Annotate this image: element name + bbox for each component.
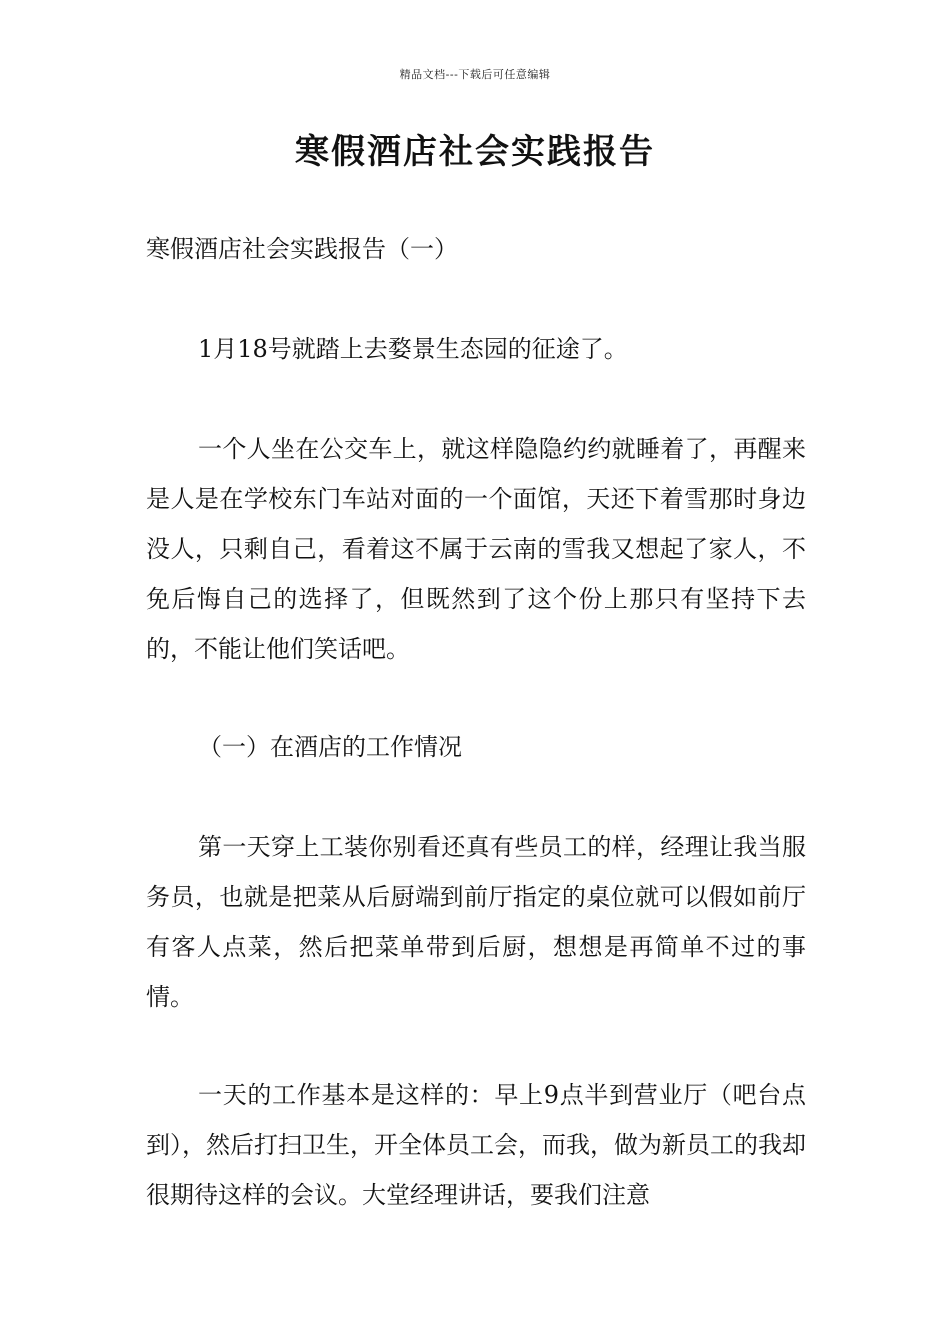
- paragraph-2: 一个人坐在公交车上，就这样隐隐约约就睡着了，再醒来是人是在学校东门车站对面的一个面馆，天还下着雪那时身边没人，只剩自己，看着这不属于云南的雪我又想起了家人，不免后悔自己的选择了，但既然到了这个份上那只有坚持下去的，不能让他们笑话吧。: [146, 435, 806, 663]
- header-note: 精品文档---下载后可任意编辑: [399, 68, 551, 81]
- section-heading: （一）在酒店的工作情况: [198, 733, 462, 761]
- paragraph-3: 第一天穿上工装你别看还真有些员工的样，经理让我当服务员，也就是把菜从后厨端到前厅指定的桌位就可以假如前厅有客人点菜，然后把菜单带到后厨，想想是再简单不过的事情。: [146, 833, 806, 1011]
- document-subtitle: 寒假酒店社会实践报告（一）: [146, 235, 458, 263]
- document-title: 寒假酒店社会实践报告: [295, 132, 655, 172]
- paragraph-4: 一天的工作基本是这样的：早上9点半到营业厅（吧台点到），然后打扫卫生，开全体员工会，而我，做为新员工的我却很期待这样的会议。大堂经理讲话，要我们注意: [146, 1081, 806, 1209]
- paragraph-1: 1月18号就踏上去婺景生态园的征途了。: [198, 335, 628, 363]
